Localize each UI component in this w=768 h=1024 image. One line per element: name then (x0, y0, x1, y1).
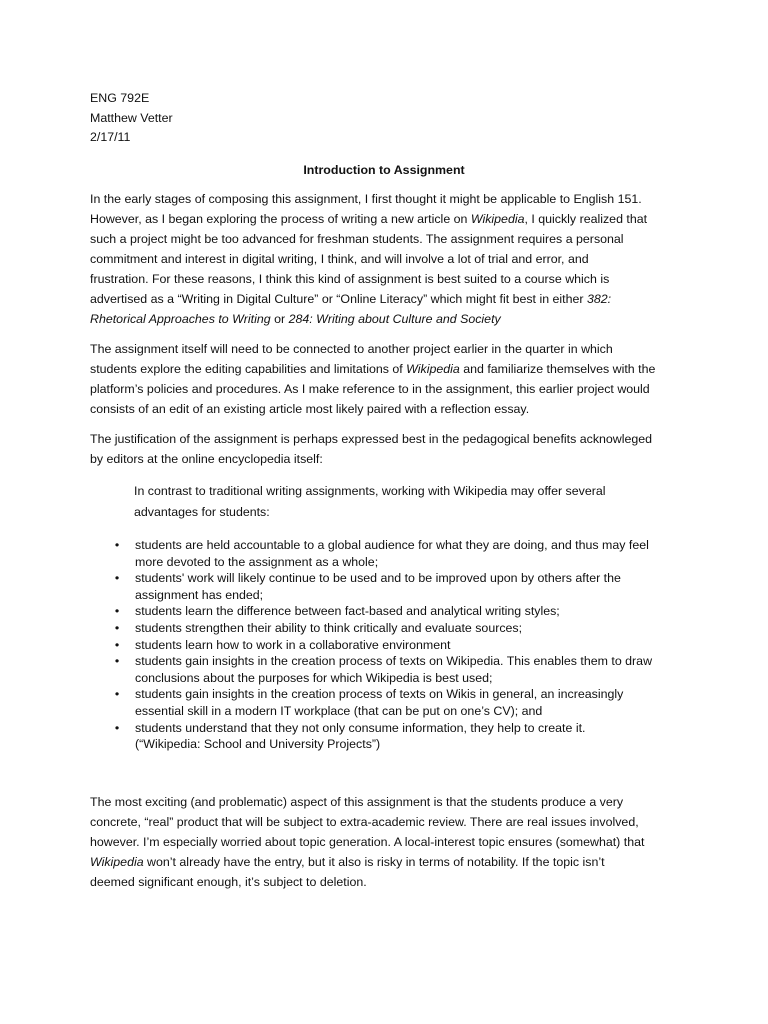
text-line: students strengthen their ability to think critically and evaluate sources; (135, 620, 523, 635)
text-line: The assignment itself will need to be connected to another project earlier in the quarter in which (90, 342, 613, 356)
text-line: by editors at the online encyclopedia itself: (90, 452, 323, 466)
text-line: platform’s policies and procedures. As I make reference to in the assignment, this earlier project would (90, 382, 650, 396)
list-item (112, 570, 712, 603)
text-line: deemed significant enough, it’s subject to deletion. (90, 875, 367, 889)
italic-text: Wikipedia (90, 855, 144, 869)
text-line: students learn how to work in a collaborative environment (135, 637, 451, 652)
text-line: students gain insights in the creation process of texts on Wikipedia. This enables them to draw (135, 654, 653, 669)
bullet-icon: • (114, 720, 120, 735)
author-name: Matthew Vetter (90, 110, 173, 125)
italic-text: 382: (586, 292, 612, 306)
text-run: advertised as a “Writing in Digital Culture” or “Online Literacy” which might fit best in either (90, 292, 587, 306)
course-code: ENG 792E (90, 91, 150, 105)
benefits-list (112, 537, 712, 753)
text-line: students learn the difference between fact-based and analytical writing styles; (135, 604, 560, 619)
document-date: 2/17/11 (90, 130, 131, 144)
document-title: Introduction to Assignment (303, 163, 465, 177)
bullet-icon: • (114, 604, 120, 619)
text-line: students' work will likely continue to be used and to be improved upon by others after the (135, 571, 621, 586)
text-line: essential skill in a modern IT workplace (that can be put on one’s CV); and (135, 703, 543, 718)
block-quote (134, 481, 674, 523)
paragraph-concerns (90, 792, 685, 892)
list-item (112, 653, 712, 686)
paragraph-justification (90, 429, 685, 469)
bullet-icon: • (114, 687, 120, 702)
bullet-icon: • (114, 571, 120, 586)
text-line (90, 289, 685, 309)
text-line: however. I’m especially worried about topic generation. A local-interest topic ensures (somewhat) that (90, 835, 645, 849)
text-run: However, as I began exploring the process of writing a new article on (90, 212, 471, 226)
text-line: assignment has ended; (135, 587, 264, 602)
text-line: students gain insights in the creation process of texts on Wikis in general, an increasingly (135, 687, 624, 702)
text-run: won’t already have the entry, but it also is risky in terms of notability. If the topic isn’t (143, 855, 605, 869)
text-run: and familiarize themselves with the (459, 362, 656, 376)
list-item (112, 537, 712, 570)
text-line: In contrast to traditional writing assignments, working with Wikipedia may offer several (134, 484, 606, 498)
text-line (90, 309, 685, 329)
text-line: concrete, “real” product that will be subject to extra-academic review. There are real issues involved, (90, 815, 639, 829)
text-line: advantages for students: (134, 505, 270, 519)
bullet-icon: • (114, 538, 120, 552)
paragraph-intro (90, 189, 685, 329)
text-line (90, 209, 685, 229)
text-line: (“Wikipedia: School and University Projects”) (135, 737, 381, 752)
bullet-icon: • (114, 620, 120, 635)
text-line (90, 852, 685, 872)
list-item (112, 603, 712, 620)
list-item (112, 686, 712, 719)
text-line (90, 359, 685, 379)
text-line: conclusions about the purposes for which Wikipedia is best used; (135, 670, 493, 685)
bullet-icon: • (114, 637, 120, 652)
text-run: or (270, 312, 289, 326)
text-run: students explore the editing capabilities and limitations of (90, 362, 407, 376)
list-item (112, 720, 712, 753)
text-line: In the early stages of composing this assignment, I first thought it might be applicable to English 151. (90, 192, 642, 206)
bullet-icon: • (114, 654, 120, 669)
text-line: commitment and interest in digital writing, I think, and will involve a lot of trial and error, and (90, 252, 589, 266)
text-line: The justification of the assignment is perhaps expressed best in the pedagogical benefits acknowleged (90, 432, 653, 446)
text-line: students are held accountable to a global audience for what they are doing, and thus may feel (135, 538, 649, 552)
document-title-row (0, 160, 768, 180)
text-line: more devoted to the assignment as a whole; (135, 554, 379, 569)
italic-text: Wikipedia (470, 212, 525, 226)
text-line: The most exciting (and problematic) aspect of this assignment is that the students produce a very (90, 795, 624, 809)
list-item (112, 620, 712, 637)
document-header (90, 89, 173, 148)
paragraph-context (90, 339, 685, 419)
italic-text: Rhetorical Approaches to Writing (90, 312, 271, 326)
text-line: frustration. For these reasons, I think this kind of assignment is best suited to a course which is (90, 272, 610, 286)
text-line: students understand that they not only consume information, they help to create it. (135, 720, 586, 735)
list-item (112, 637, 712, 654)
italic-text: 284: Writing about Culture and Society (288, 312, 501, 326)
text-run: , I quickly realized that (524, 212, 648, 226)
text-line: such a project might be too advanced for freshman students. The assignment requires a personal (90, 232, 624, 246)
text-line: consists of an edit of an existing article most likely paired with a reflection essay. (90, 402, 530, 416)
italic-text: Wikipedia (406, 362, 460, 376)
